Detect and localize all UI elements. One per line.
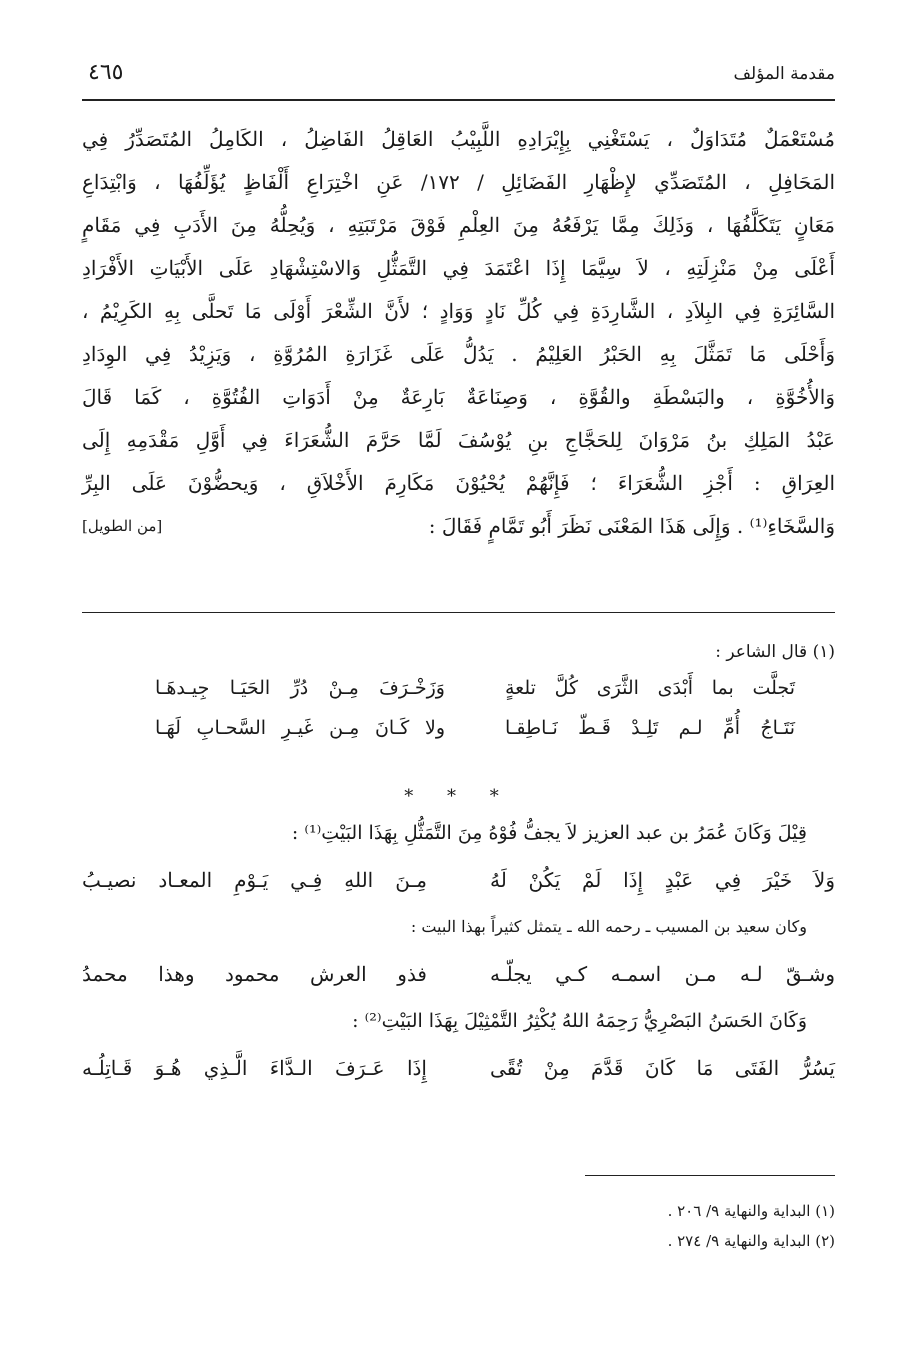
verse-hemistich-right: وشـقّ لـه مـن اسمـه كـي يجلّـه (490, 962, 835, 986)
text-line: وَأَحْلَى مَا تَمَثَّلَ بِهِ الحَبْرُ العَلِيْمُ . يَدُلُّ عَلَى غَزَارَةِ المُرُوَّةِ ، وَيَزِيْدُ فِي الوِدَادِ (82, 342, 835, 366)
running-header (82, 58, 835, 92)
verse-hemistich-right: تَجلَّت بما أَبْدَى الثَّرَى كُلَّ تلعةٍ (505, 677, 795, 699)
poem-verse (155, 668, 795, 708)
footnotes-rule (585, 1175, 835, 1176)
quotation-intro: قِيْلَ وَكَانَ عُمَرُ بن عبد العزيز لاَ يجفُّ فُوْهُ مِنَ التَّمَثُّلِ بِهَذَا البَيْتِ⁽¹⁾ : (291, 822, 807, 844)
section-separator: * * * (404, 786, 513, 807)
quotation-intro: وكان سعيد بن المسيب ـ رحمه الله ـ يتمثل كثيراً بهذا البيت : (410, 917, 807, 936)
chapter-title: مقدمة المؤلف (733, 64, 835, 84)
poem-verse (155, 708, 795, 748)
footnotes (82, 1196, 835, 1256)
footnote: (١) البداية والنهاية ٩/ ٢٠٦ . (667, 1202, 835, 1220)
last-line-text: وَالسَّخَاءِ⁽¹⁾ . وَإِلَى هَذَا المَعْنَى نَظَرَ أَبُو تَمَّامٍ فَقَالَ : (428, 514, 835, 538)
header-rule (82, 99, 835, 101)
text-line: مُسْتَعْمَلٌ مُتَدَاوَلٌ ، يَسْتَغْنِي بِإِيْرَادِهِ اللَّبِيْبُ العَاقِلُ الفَاضِلُ ، الكَامِلُ المُتَصَدِّرُ فِي (82, 127, 835, 151)
text-line: أَعْلَى مِنْ مَنْزِلَتِهِ ، لاَ سِيَّمَا إِذَا اعْتَمَدَ فِي التَّمَثُّلِ وَالاسْتِشْهَادِ عَلَى الأَبْيَاتِ الأَفْرَادِ (82, 256, 835, 280)
poem-verse (82, 1042, 835, 1094)
inline-footnote (82, 636, 835, 748)
text-line: المَحَافِلِ ، المُتَصَدِّي لإِظْهَارِ الفَضَائِلِ / ١٧٢/ عَنِ اخْتِرَاعِ أَلْفَاظٍ يُؤَلِّفُهَا ، وَابْتِدَاعِ (82, 170, 836, 194)
poem-verse (82, 948, 835, 1000)
text-line: مَعَانٍ يَتَكَلَّفُهَا ، وَذَلِكَ مِمَّا يَرْفَعُهُ مِنَ العِلْمِ فَوْقَ مَرْتَبَتِهِ ، وَيُحِلُّهُ مِنَ الأَدَبِ فِي مَقَامٍ (82, 213, 835, 237)
footnote: (٢) البداية والنهاية ٩/ ٢٧٤ . (667, 1232, 835, 1250)
verse-hemistich-left: ولا كَـانَ مِـن غَيـرِ السَّحـابِ لَهَـا (155, 717, 445, 739)
verse-hemistich-right: يَسُرُّ الفَتَى مَا كَانَ قَدَّمَ مِنْ تُقًى (490, 1056, 835, 1080)
text-line-last (82, 505, 835, 548)
verse-hemistich-left: مِـنَ اللهِ فِـي يَـوْمِ المعـاد نصيـبُ (82, 868, 427, 892)
text-line: وَالأُخُوَّةِ ، والبَسْطَةِ والقُوَّةِ ، وَصِنَاعَةٌ بَارِعَةٌ مِنْ أَدَوَاتِ الفُتُوَّةِ ، كَمَا قَالَ (82, 385, 835, 409)
verse-hemistich-left: إِذَا عَـرَفَ الـدَّاءَ الَّـذِي هُـوَ قَـاتِلُـه (82, 1056, 427, 1080)
verse-hemistich-right: نَتَـاجُ أُمِّ لـم تَلِـدْ قَـطّ نَـاطِقـا (505, 717, 795, 739)
text-line: عَبْدُ المَلِكِ بنُ مَرْوَانَ لِلحَجَّاجِ بنِ يُوْسُفَ لَمَّا حَرَّمَ الشُّعَرَاءَ فِي أَوَّلِ مَقْدَمِهِ إِلَى (82, 428, 835, 452)
verse-hemistich-left: فذو العرش محمود وهذا محمدُ (82, 962, 427, 986)
quotations-block (82, 812, 835, 1094)
verse-hemistich-left: وَزَخْـرَفَ مِـنْ دُرِّ الحَيَـا جِيـدهَـا (155, 677, 445, 699)
poem-verse (82, 854, 835, 906)
footnote-label: (١) قال الشاعر : (715, 642, 835, 662)
page-number: ٤٦٥ (88, 60, 124, 85)
footnote-separator-rule (82, 612, 835, 613)
meter-tag: [من الطويل] (82, 517, 163, 535)
main-text (82, 118, 835, 548)
text-line: العِرَاقِ : أَجْزِ الشُّعَرَاءَ ؛ فَإِنَّهُمْ يُحْيُوْنَ مَكَارِمَ الأَخْلاَقِ ، وَيحضُّوْنَ عَلَى البِرِّ (82, 471, 835, 495)
verse-hemistich-right: وَلاَ خَيْرَ فِي عَبْدٍ إِذَا لَمْ يَكُنْ لَهُ (490, 868, 835, 892)
quotation-intro: وَكَانَ الحَسَنُ البَصْرِيُّ رَحِمَهُ اللهُ يُكْثِرُ التَّمْثِيْلَ بِهَذَا البَيْتِ⁽²⁾ : (352, 1010, 807, 1032)
text-line: السَّائِرَةِ فِي البِلاَدِ ، الشَّارِدَةِ فِي كُلِّ نَادٍ وَوَادٍ ؛ لأَنَّ الشِّعْرَ أَوْلَى مَا تَحلَّى بِهِ الكَرِيْمُ ، (82, 299, 835, 323)
